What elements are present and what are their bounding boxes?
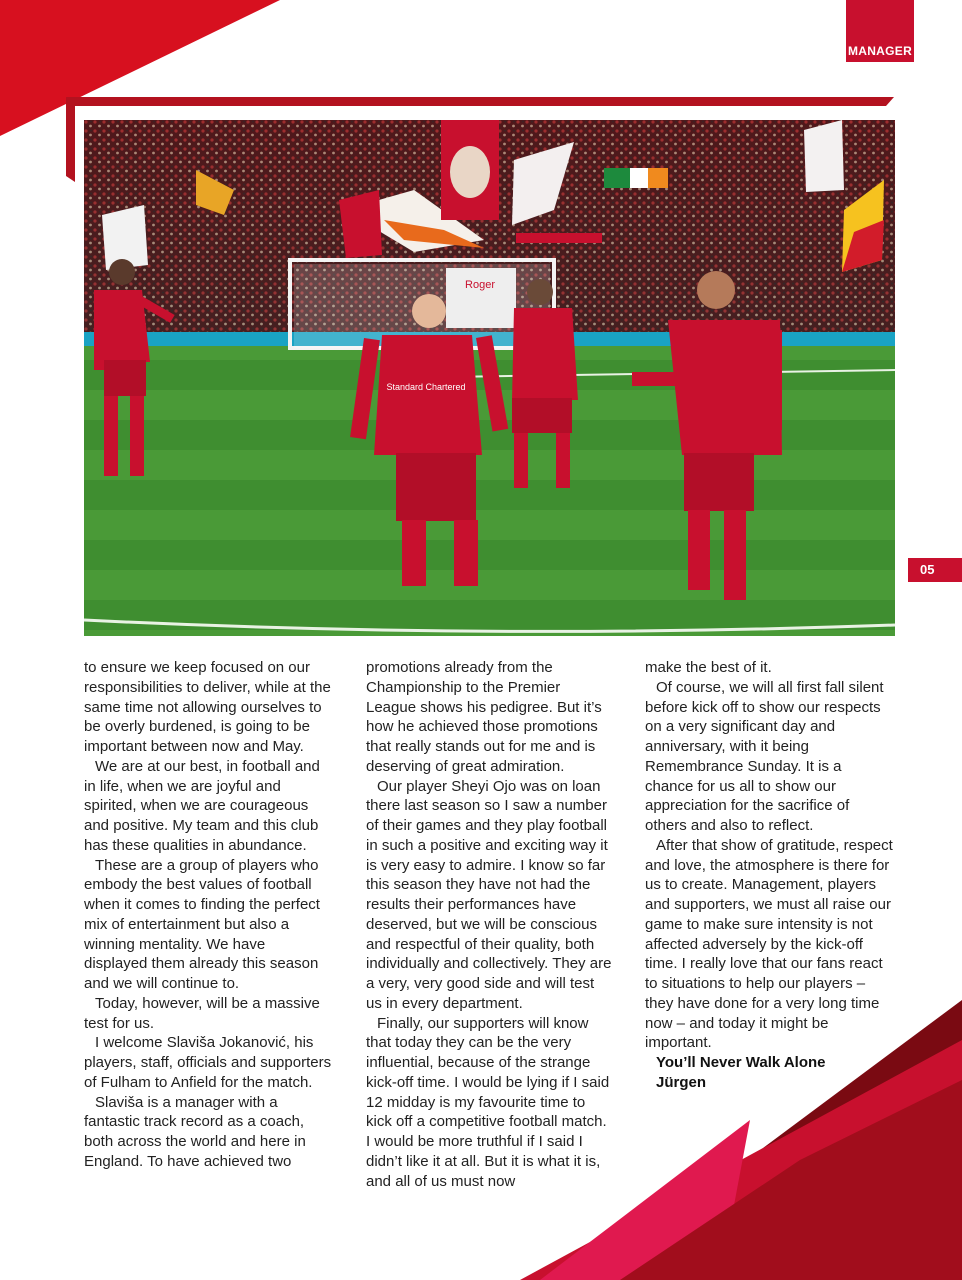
paragraph: I welcome Slaviša Jokanović, his players, staff, officials and supporters of Fulham to Anfield for the match.	[84, 1034, 332, 1091]
paragraph: Our player Sheyi Ojo was on loan there last season so I saw a number of their games and they play football in such a positive and exciting way it is very easy to admire. I know so far this season they have not had the results their performances have deserved, but we will be conscious and respectful of their quality, both individually and collectively. They are a very, very good side and will test us in every department.	[366, 777, 612, 1012]
paragraph: Of course, we will all first fall silent before kick off to show our respects on a very significant day and anniversary, with it being Remembrance Sunday. It is a chance for us all to show our appreciation for the sacrifice of others and also to reflect.	[645, 678, 884, 834]
signoff: You’ll Never Walk Alone	[656, 1054, 826, 1071]
section-tab	[846, 0, 914, 62]
paragraph: make the best of it.	[645, 659, 772, 676]
article-column-2	[366, 658, 614, 1191]
paragraph: We are at our best, in football and in life, when we are joyful and spirited, when we are courageous and positive. My team and this club has these qualities in abundance.	[84, 757, 320, 854]
page-number: 05	[908, 558, 962, 582]
match-photo	[84, 120, 895, 636]
article-column-1	[84, 658, 332, 1172]
paragraph: These are a group of players who embody the best values of football when it comes to finding the perfect mix of entertainment but also a winning mentality. We have displayed them already this season and we will continue to.	[84, 856, 320, 992]
paragraph: Finally, our supporters will know that today they can be the very influential, because of the strange kick-off time. I would be lying if I said 12 midday is my favourite time to kick off a competitive football match. I would be more truthful if I said I didn’t like it at all. But it is what it is, and all of us must now	[366, 1014, 610, 1190]
paragraph: promotions already from the Championship to the Premier League shows his pedigree. But it’s how he achieved those promotions that really stands out for me and is deserving of great admiration.	[366, 659, 602, 775]
paragraph: Slaviša is a manager with a fantastic track record as a coach, both across the world and here in England. To have achieved two	[84, 1093, 306, 1170]
section-label: MANAGER	[847, 44, 913, 58]
paragraph: to ensure we keep focused on our responsibilities to deliver, while at the same time not allowing ourselves to be overly burdened, is going to be important between now and May.	[84, 659, 331, 755]
article-column-3	[645, 658, 893, 1093]
frame-left-bar	[66, 97, 75, 182]
flag-text: Roger	[465, 279, 495, 291]
top-left-red-wedge	[0, 0, 280, 136]
signature: Jürgen	[656, 1073, 707, 1091]
paragraph: Today, however, will be a massive test for us.	[84, 994, 320, 1032]
paragraph: After that show of gratitude, respect and love, the atmosphere is there for us to create. Management, players and supporters, we must all raise our game to make sure intensity is not affected adversely by the kick-off time. I really love that our fans react to situations to help our players – they have done for a very long time now – and today it might be important.	[645, 836, 893, 1052]
photo-illustration	[84, 120, 895, 636]
kit-sponsor-text: Standard Chartered	[386, 382, 466, 392]
frame-top-bar	[66, 97, 894, 106]
